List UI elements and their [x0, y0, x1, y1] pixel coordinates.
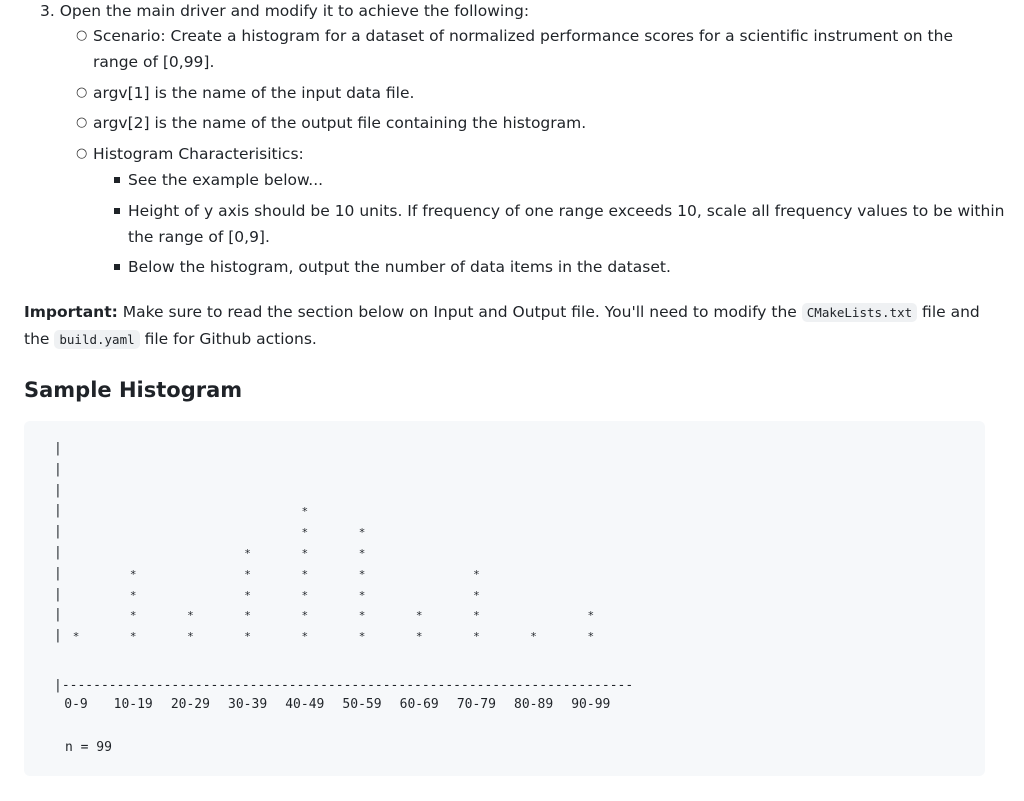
circle-bullet-icon: ○ — [76, 115, 88, 130]
sub-bullet-line: the range of [0,9]. — [128, 228, 270, 246]
bullet-characteristics — [76, 143, 304, 165]
bar-mark: * — [244, 609, 251, 623]
bar-mark: * — [587, 609, 595, 623]
y-axis-tick: | — [54, 545, 62, 560]
y-axis-tick: | — [54, 565, 62, 581]
bar-mark: * — [187, 609, 194, 623]
important-text-1: Make sure to read the section below on Input and Output file. You'll need to modify the — [117, 303, 802, 321]
bar-mark: * — [415, 630, 423, 644]
bar-mark: * — [358, 588, 366, 602]
x-tick-label: 30-39 — [228, 697, 268, 712]
x-tick-label: 80-89 — [514, 697, 554, 712]
bar-mark: * — [358, 547, 366, 560]
important-text-3: the — [24, 330, 55, 348]
circle-bullet-icon: ○ — [76, 146, 88, 161]
bullet-argv1 — [76, 82, 415, 104]
step-3 — [40, 0, 529, 22]
bar-mark: * — [129, 609, 137, 623]
bar-mark: * — [244, 547, 251, 560]
circle-bullet-icon: ○ — [76, 28, 88, 43]
x-tick-label: 60-69 — [399, 697, 439, 712]
sub-bullet-example — [128, 169, 323, 191]
histogram-code-block — [24, 421, 985, 776]
sub-bullet-line: See the example below... — [128, 171, 324, 189]
sub-bullet-count — [128, 256, 671, 278]
bar-mark: * — [244, 567, 251, 581]
bullet-scenario — [76, 25, 953, 73]
bar-mark: * — [530, 630, 537, 644]
y-axis-tick: | — [54, 461, 62, 477]
important-label: Important: — [24, 303, 118, 321]
bar-mark: * — [473, 609, 480, 623]
bullet-line: range of [0,99]. — [93, 53, 215, 71]
bar-mark: * — [358, 567, 366, 581]
bar-mark: * — [301, 547, 309, 560]
bar-mark: * — [72, 630, 80, 644]
y-axis-tick: | — [54, 628, 62, 644]
bullet-line: Histogram Characterisitics: — [93, 145, 304, 163]
y-axis-tick: | — [54, 441, 62, 456]
bar-mark: * — [358, 526, 366, 540]
bar-mark: * — [301, 526, 309, 540]
y-axis-tick: | — [54, 607, 62, 623]
bullet-line: argv[2] is the name of the output file containing the histogram. — [93, 114, 587, 132]
x-axis-baseline: |------------------------------------------------------------------------- — [54, 678, 634, 693]
x-tick-label: 40-49 — [285, 697, 325, 712]
x-tick-label: 90-99 — [571, 697, 611, 712]
y-axis-tick: | — [54, 586, 62, 602]
x-tick-label: 10-19 — [113, 697, 153, 712]
bar-mark: * — [244, 588, 251, 602]
bullet-line: argv[1] is the name of the input data file. — [93, 84, 415, 102]
bar-mark: * — [301, 609, 309, 623]
x-tick-label: 0-9 — [64, 697, 88, 712]
bar-mark: * — [129, 588, 137, 602]
bar-mark: * — [129, 567, 137, 581]
x-tick-label: 50-59 — [342, 697, 382, 712]
bar-mark: * — [473, 567, 480, 581]
bar-mark: * — [301, 588, 309, 602]
sub-bullet-line: Below the histogram, output the number of data items in the dataset. — [128, 258, 671, 276]
bar-mark: * — [244, 630, 251, 644]
bar-mark: * — [473, 630, 480, 644]
bullet-argv2 — [76, 112, 587, 134]
circle-bullet-icon: ○ — [76, 85, 88, 100]
x-tick-label: 20-29 — [170, 697, 210, 712]
square-bullet-icon — [114, 264, 120, 270]
data-count: n = 99 — [65, 740, 112, 755]
y-axis-tick: | — [54, 503, 62, 519]
important-text-2: file and — [917, 303, 980, 321]
important-note — [24, 299, 994, 353]
step-number: 3. — [40, 2, 55, 20]
bar-mark: * — [129, 630, 137, 644]
bullet-line: Scenario: Create a histogram for a dataset of normalized performance scores for a scientific instrument on the — [93, 27, 953, 45]
sub-bullet-line: Height of y axis should be 10 units. If frequency of one range exceeds 10, scale all frequency values to be within — [128, 202, 1005, 220]
y-axis-tick: | — [54, 524, 62, 540]
bar-mark: * — [301, 567, 309, 581]
bar-mark: * — [187, 630, 194, 644]
x-tick-label: 70-79 — [456, 697, 496, 712]
bar-mark: * — [301, 505, 309, 519]
square-bullet-icon — [114, 208, 120, 214]
important-text-4: file for Github actions. — [139, 330, 317, 348]
bar-mark: * — [358, 630, 366, 644]
bar-mark: * — [301, 630, 309, 644]
square-bullet-icon — [114, 177, 120, 183]
bar-mark: * — [415, 609, 423, 623]
step-text: Open the main driver and modify it to achieve the following: — [59, 2, 530, 20]
build-yaml-code: build.yaml — [54, 330, 139, 349]
bar-mark: * — [358, 609, 366, 623]
bar-mark: * — [587, 630, 595, 644]
sub-bullet-height — [128, 200, 1004, 248]
y-axis-tick: | — [54, 482, 62, 498]
section-title: Sample Histogram — [24, 378, 243, 402]
bar-mark: * — [473, 588, 480, 602]
cmakelists-code: CMakeLists.txt — [802, 303, 917, 322]
